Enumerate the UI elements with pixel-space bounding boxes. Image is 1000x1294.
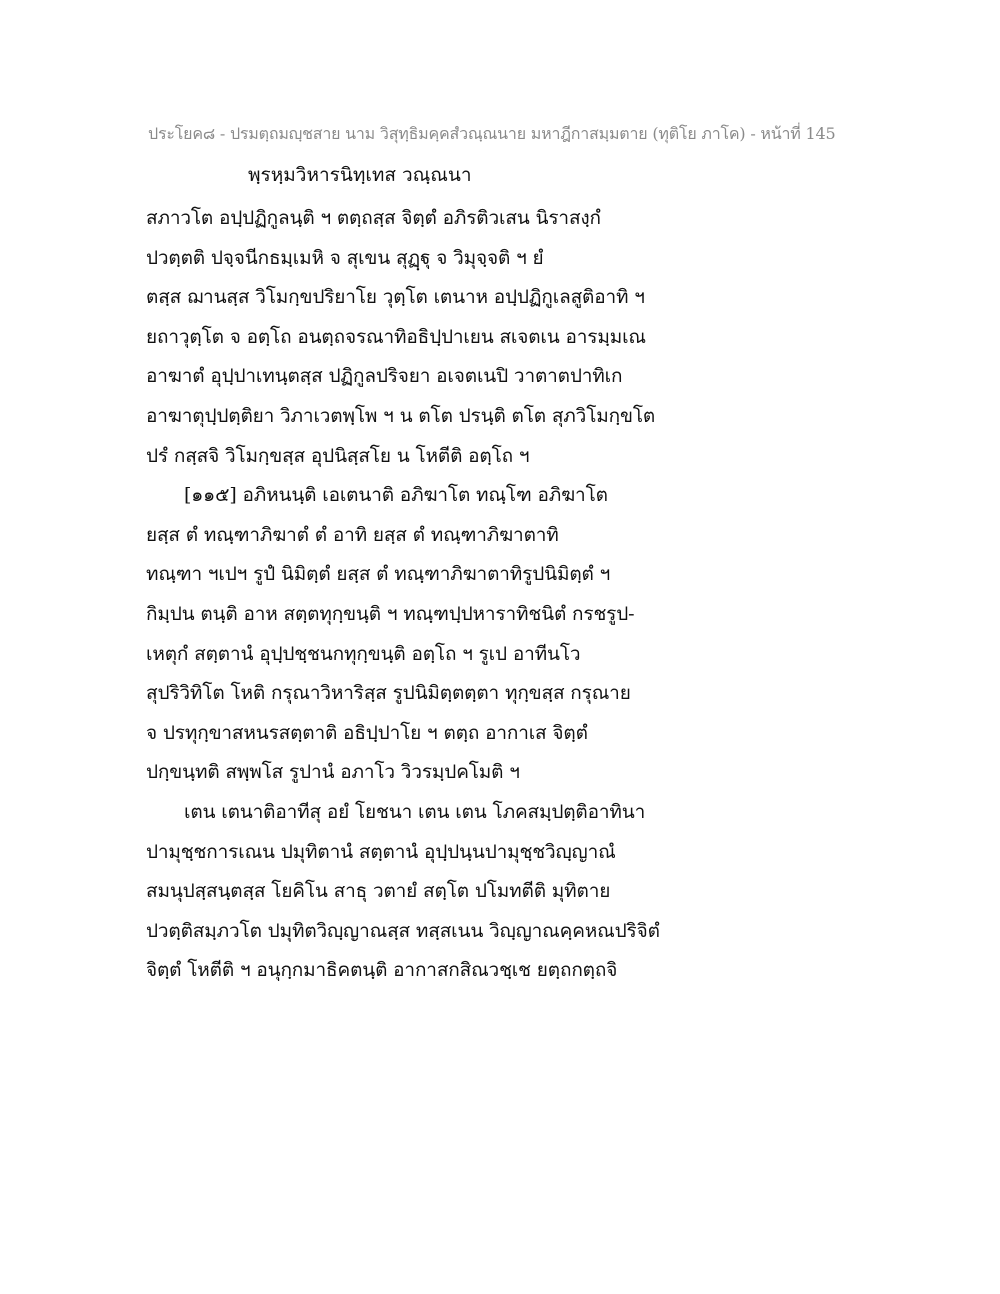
text-line: จิตฺตํ โหตีติ ฯ อนุกฺกมาธิคตนฺติ อากาสกสิณวชฺเช ยตฺถกตฺถจิ [146,959,618,982]
text-line: เหตุกํ สตฺตานํ อุปฺปชฺชนกทุกฺขนฺติ อตฺโถ ฯ รูเป อาทีนโว [146,642,581,665]
text-line: สมนุปสฺสนฺตสฺส โยคิโน สาธุ วตายํ สตฺโต ปโมทตีติ มุทิตาย [146,880,611,903]
text-line: ปวตฺติสมฺภวโต ปมุทิตวิญฺญาณสฺส ทสฺสเนน วิญฺญาณคฺคหณปริจิตํ [146,919,660,942]
text-line: ปวตฺตติ ปจฺจนีกธมฺเมหิ จ สุเขน สุฏฺฐุ จ วิมุจฺจติ ฯ ยํ [146,246,544,269]
text-line: ยถาวุตฺโต จ อตฺโถ อนตฺถจรณาทิอธิปฺปาเยน สเจตเน อารมฺมเณ [146,325,646,348]
section-heading: พฺรหฺมวิหารนิทฺเทส วณฺณนา [248,164,472,186]
text-line: อาฆาตํ อุปฺปาเทนฺตสฺส ปฏิกูลปริจยา อเจตเนปิ วาตาตปาทิเก [146,365,623,388]
text-line: สุปริวิทิโต โหติ กรุณาวิหาริสฺส รูปนิมิตฺตตฺตา ทุกฺขสฺส กรุณาย [146,682,631,705]
text-line: ทณฺฑา ฯเปฯ รูปํ นิมิตฺตํ ยสฺส ตํ ทณฺฑาภิฆาตาทิรูปนิมิตฺตํ ฯ [146,563,611,586]
text-line: ปกฺขนฺทติ สพฺพโส รูปานํ อภาโว วิวรมฺปคโมติ ฯ [146,761,520,784]
text-line: สภาวโต อปฺปฏิกูลนฺติ ฯ ตตฺถสฺส จิตฺตํ อภิรติวเสน นิราสงฺกํ [146,207,601,229]
text-line: ปรํ กสฺสจิ วิโมกฺขสฺส อุปนิสฺสโย น โหตีติ อตฺโถ ฯ [146,444,530,467]
paragraph-start-line: [๑๑๕] อภิหนนฺติ เอเตนาติ อภิฆาโต ทณฺโฑ อภิฆาโต [184,484,608,507]
text-line: จ ปรทุกฺขาสหนรสตฺตาติ อธิปฺปาโย ฯ ตตฺถ อากาเส จิตฺตํ [146,721,588,744]
text-line: อาฆาตุปฺปตฺติยา วิภาเวตพฺโพ ฯ น ตโต ปรนฺติ ตโต สุภวิโมกฺขโต [146,404,656,427]
text-line: กิมฺปน ตนฺติ อาห สตฺตทุกฺขนฺติ ฯ ทณฺฑปฺปหาราทิชนิตํ กรชรูป- [146,602,635,625]
body-text [146,199,686,991]
paragraph-start-line: เตน เตนาติอาทีสุ อยํ โยชนา เตน เตน โภคสมฺปตฺติอาทินา [184,800,646,823]
text-line: ตสฺส ฌานสฺส วิโมกฺขปริยาโย วุตฺโต เตนาห อปฺปฏิกูเลสูติอาทิ ฯ [146,286,645,309]
text-line: ปามุชฺชการเณน ปมุทิตานํ สตฺตานํ อุปฺปนฺนปามุชฺชวิญฺญาณํ [146,840,616,863]
running-header: ประโยค๘ - ปรมตฺถมญฺชสาย นาม วิสุทฺธิมคฺคสํวณฺณนาย มหาฎีกาสมฺมตาย (ทุติโย ภาโค) - หน้าที่ 145 [148,124,836,143]
text-line: ยสฺส ตํ ทณฺฑาภิฆาตํ ตํ อาทิ ยสฺส ตํ ทณฺฑาภิฆาตาทิ [146,523,559,546]
